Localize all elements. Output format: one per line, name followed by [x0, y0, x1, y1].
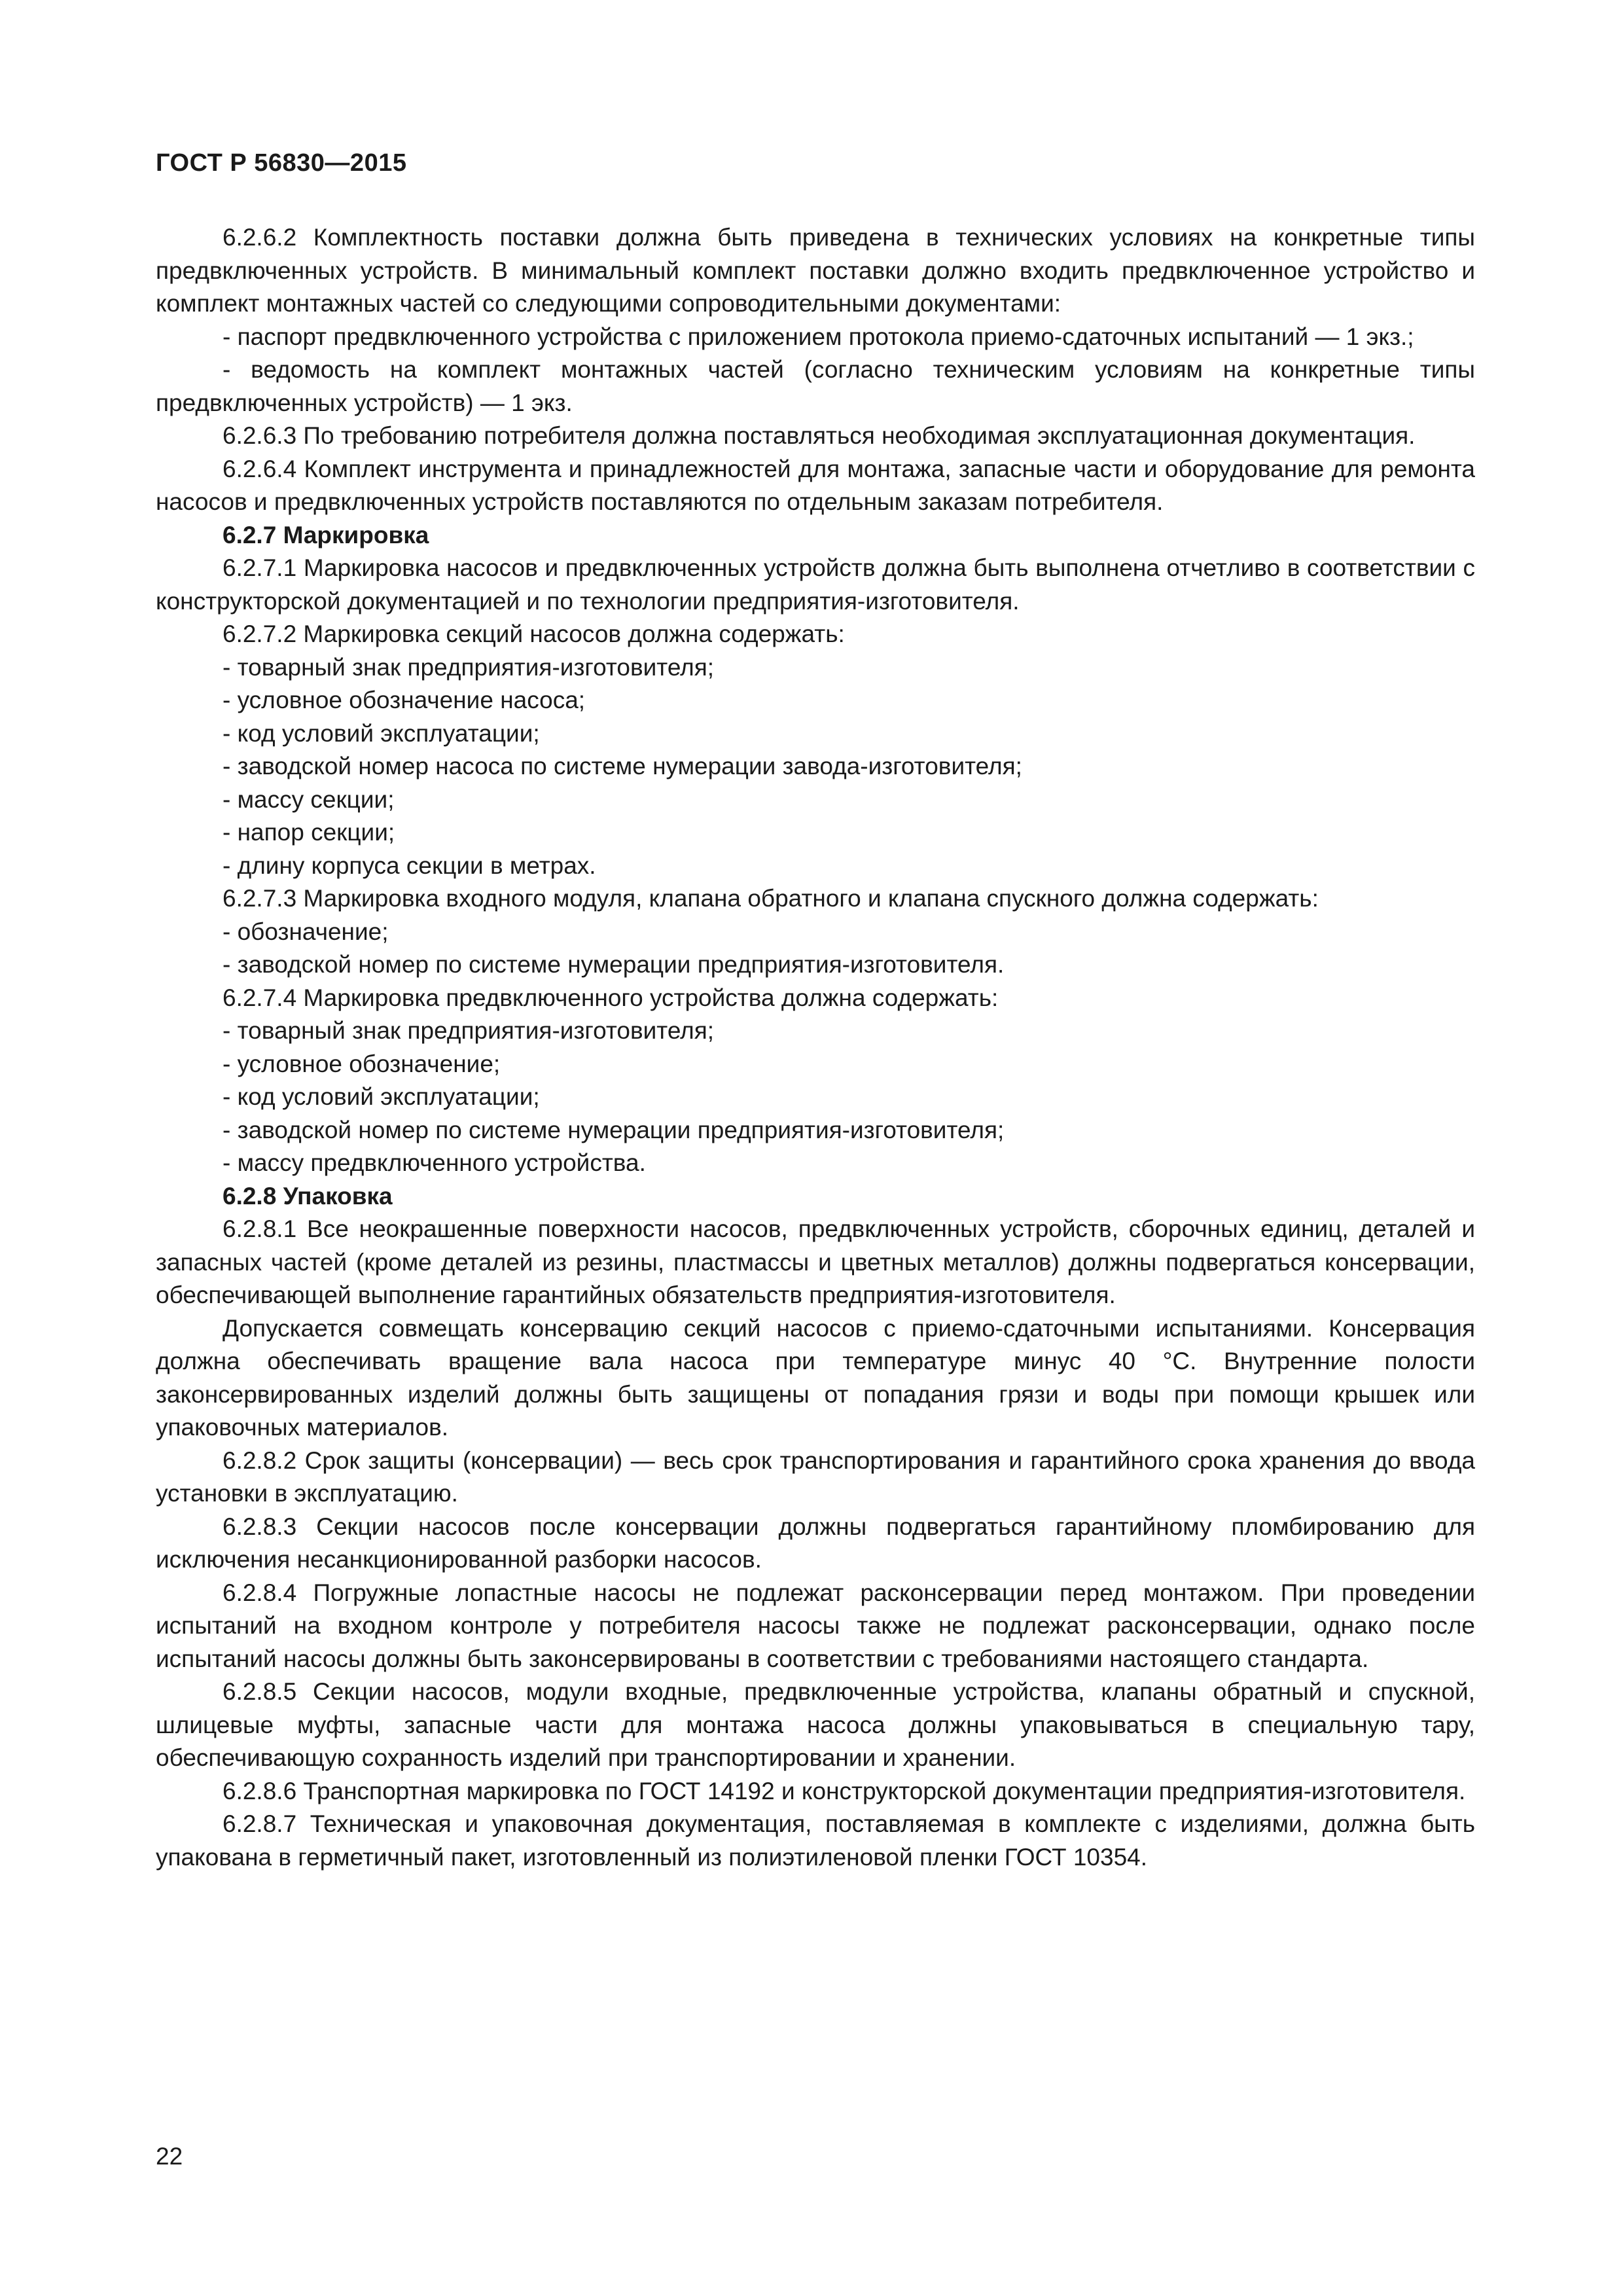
paragraph: 6.2.8.2 Срок защиты (консервации) — весь срок транспортирования и гарантийного срока хранения до ввода установки в эксплуатацию.	[156, 1446, 1475, 1507]
list-item: - обозначение;	[223, 918, 389, 945]
list-item: - напор секции;	[223, 819, 395, 846]
list-item: - товарный знак предприятия-изготовителя;	[223, 653, 715, 681]
paragraph: 6.2.8.1 Все неокрашенные поверхности насосов, предвключенных устройств, сборочных единиц, деталей и запасных частей (кроме деталей из резины, пластмассы и цветных металлов) должны подвергаться консервации, обеспечивающей выполнение гарантийных обязательств предприятия-изготовителя.	[156, 1215, 1475, 1308]
page-header-standard-id: ГОСТ Р 56830—2015	[156, 149, 407, 177]
list-item: - массу секции;	[223, 785, 395, 813]
list-item: - условное обозначение насоса;	[223, 687, 586, 713]
paragraph: 6.2.6.2 Комплектность поставки должна быть приведена в технических условиях на конкретные типы предвключенных устройств. В минимальный комплект поставки должно входить предвключенное устройство и комплект монтажных частей со следующими сопроводительными документами:	[156, 224, 1475, 317]
list-item: - заводской номер насоса по системе нумерации завода-изготовителя;	[223, 753, 1022, 780]
paragraph: 6.2.7.2 Маркировка секций насосов должна содержать:	[223, 620, 845, 647]
document-body	[156, 221, 1475, 1874]
paragraph: 6.2.8.3 Секции насосов после консервации должны подвергаться гарантийному пломбированию для исключения несанкционированной разборки насосов.	[156, 1513, 1475, 1573]
list-item: - паспорт предвключенного устройства с приложением протокола приемо-сдаточных испытаний — 1 экз.;	[223, 323, 1414, 350]
section-heading: 6.2.7 Маркировка	[223, 521, 429, 548]
paragraph: 6.2.6.4 Комплект инструмента и принадлежностей для монтажа, запасные части и оборудование для ремонта насосов и предвключенных устройств поставляются по отдельным заказам потребителя.	[156, 455, 1475, 515]
list-item: - массу предвключенного устройства.	[223, 1149, 646, 1176]
paragraph: Допускается совмещать консервацию секций насосов с приемо-сдаточными испытаниями. Консервация должна обеспечивать вращение вала насоса при температуре минус 40 °С. Внутренние полости законсервированных изделий должны быть защищены от попадания грязи и воды при помощи крышек или упаковочных материалов.	[156, 1314, 1475, 1441]
page-number: 22	[156, 2143, 183, 2170]
list-item: - заводской номер по системе нумерации предприятия-изготовителя.	[223, 951, 1005, 978]
list-item: - условное обозначение;	[223, 1050, 501, 1077]
paragraph: 6.2.8.5 Секции насосов, модули входные, предвключенные устройства, клапаны обратный и спускной, шлицевые муфты, запасные части для монтажа насоса должны упаковываться в специальную тару, обеспечивающую сохранность изделий при транспортировании и хранении.	[156, 1678, 1475, 1771]
list-item: - заводской номер по системе нумерации предприятия-изготовителя;	[223, 1116, 1005, 1143]
paragraph: 6.2.7.3 Маркировка входного модуля, клапана обратного и клапана спускного должна содержать:	[223, 885, 1319, 912]
list-item: - ведомость на комплект монтажных частей (согласно техническим условиям на конкретные типы предвключенных устройств) — 1 экз.	[156, 356, 1475, 416]
paragraph: 6.2.8.4 Погружные лопастные насосы не подлежат расконсервации перед монтажом. При проведении испытаний на входном контроле у потребителя насосы также не подлежат расконсервации, однако после испытаний насосы должны быть законсервированы в соответствии с требованиями настоящего стандарта.	[156, 1579, 1475, 1672]
paragraph: 6.2.6.3 По требованию потребителя должна поставляться необходимая эксплуатационная документация.	[223, 422, 1416, 449]
paragraph: 6.2.8.6 Транспортная маркировка по ГОСТ 14192 и конструкторской документации предприятия-изготовителя.	[223, 1777, 1466, 1804]
list-item: - длину корпуса секции в метрах.	[223, 852, 596, 879]
paragraph: 6.2.7.1 Маркировка насосов и предвключенных устройств должна быть выполнена отчетливо в соответствии с конструкторской документацией и по технологии предприятия-изготовителя.	[156, 554, 1475, 615]
list-item: - код условий эксплуатации;	[223, 1083, 540, 1110]
paragraph: 6.2.7.4 Маркировка предвключенного устройства должна содержать:	[223, 984, 999, 1011]
list-item: - товарный знак предприятия-изготовителя;	[223, 1017, 715, 1044]
list-item: - код условий эксплуатации;	[223, 719, 540, 747]
paragraph: 6.2.8.7 Техническая и упаковочная документация, поставляемая в комплекте с изделиями, должна быть упакована в герметичный пакет, изготовленный из полиэтиленовой пленки ГОСТ 10354.	[156, 1810, 1475, 1871]
section-heading: 6.2.8 Упаковка	[223, 1182, 393, 1210]
